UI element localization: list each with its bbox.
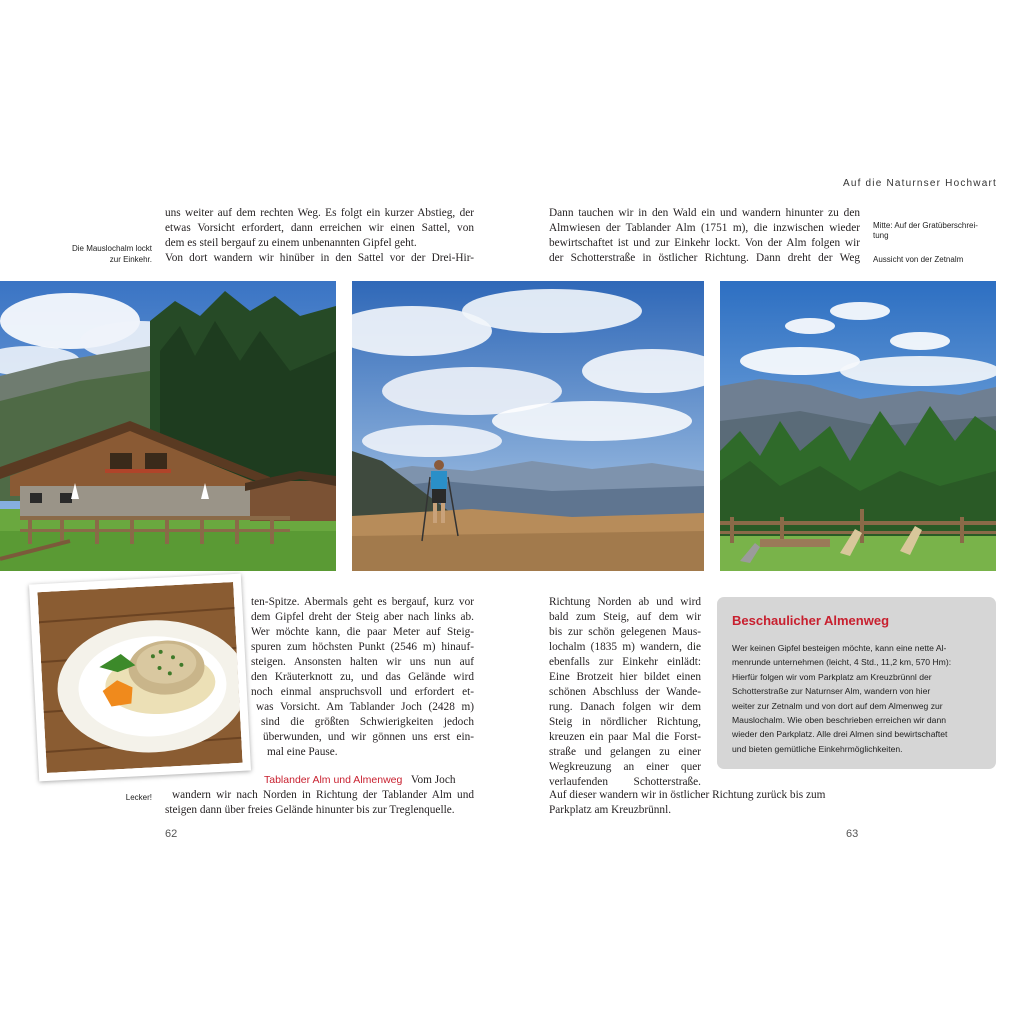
- subheading-line: Tablander Alm und Almenweg Vom Joch: [264, 774, 456, 786]
- caption-grat: Mitte: Auf der Gratüberschrei- tung: [873, 221, 978, 240]
- info-box-body: Wer keinen Gipfel besteigen möchte, kann eine nette Al- menrunde unternehmen (leicht, 4 Std., 11,2 km, 570 Hm): Hierfür folgen wir vom Parkplatz am Kreuzbrünnl der Schotterstraße zur Naturnser Alm, wandern von hier weiter zur Zetnalm und von dort auf dem Almenweg zur Mauslochalm. Wie oben beschrieben erreichen wir dann wieder den Parkplatz. Alle drei Almen sind bewirtschaftet und bieten gemütliche Einkehrmöglichkeiten.: [732, 643, 952, 754]
- right-top-paragraph: Dann tauchen wir in den Wald ein und wandern hinunter zu den Almwiesen der Tablander Alm (1751 m), die inzwischen wieder bewirtschaftet ist und zur Einkehr lockt. Von der Alm folgen wir der Schotterstraße in östlicher Richtung. Dann dreht der Weg: [549, 207, 860, 264]
- page-number-right: 63: [846, 828, 859, 840]
- running-head: Auf die Naturnser Hochwart: [842, 178, 997, 189]
- info-box-almenweg: [717, 597, 996, 769]
- caption-mauslochalm: Die Mauslochalm lockt zur Einkehr.: [71, 244, 152, 264]
- photo-zetnalm-view: [720, 281, 996, 571]
- left-lower-paragraph: ten-Spitze. Abermals geht es bergauf, kurz vor dem Gipfel dreht der Steig aber nach links ab. Wer möchte kann, die paar Meter auf Steig- spuren zum höchsten Punkt (2546 m) hinauf- steigen. Ansonsten halten wir uns nun auf den Kräuterknott zu, und das Gelände wird noch einmal anspruchsvoll und erfordert et- was Vorsicht. Am Tablander Joch (2428 m) sind die größten Schwierigkeiten jedoch überwunden, und wir gönnen uns erst ein- mal eine Pause.: [251, 596, 474, 758]
- caption-zetnalm: Aussicht von der Zetnalm: [873, 255, 964, 264]
- left-top-paragraph: uns weiter auf dem rechten Weg. Es folgt ein kurzer Abstieg, der etwas Vorsicht erfordert, dann erreichen wir einen Sattel, von dem es steil bergauf zu einem unbenannten Gipfel geht. Von dort wandern wir hinüber in den Sattel vor der Drei-Hir-: [165, 207, 474, 264]
- caption-lecker: Lecker!: [125, 793, 152, 802]
- right-final-paragraph: Auf dieser wandern wir in östlicher Richtung zurück bis zum Parkplatz am Kreuzbrünnl.: [549, 789, 826, 816]
- photo-gratueberschreitung-hiker: [352, 281, 704, 571]
- right-lower-paragraph: Richtung Norden ab und wird bald zum Steig, auf dem wir bis zur schön gelegenen Maus- lochalm (1835 m) wandern, die ebenfalls zur Einkehr einlädt: Eine Brotzeit hier bildet einen schönen Abschluss der Wande- rung. Danach folgen wir dem Steig in nördlicher Richtung, kreuzen ein paar Mal die Forst- straße und gelangen zu einer Wegkreuzung an einer quer verlaufenden Schotterstraße.: [549, 596, 701, 788]
- page-number-left: 62: [165, 828, 178, 840]
- photo-mauslochalm-hut: [0, 281, 336, 571]
- photo-food-knoedel: [37, 582, 242, 773]
- subheading-tablander: Tablander Alm und Almenweg: [264, 774, 403, 786]
- info-box-title: Beschaulicher Almenweg: [732, 613, 890, 628]
- left-final-paragraph: wandern wir nach Norden in Richtung der Tablander Alm und steigen dann über freies Gelände hinunter bis zur Treglenquelle.: [165, 789, 474, 816]
- food-photo-frame: [29, 574, 251, 782]
